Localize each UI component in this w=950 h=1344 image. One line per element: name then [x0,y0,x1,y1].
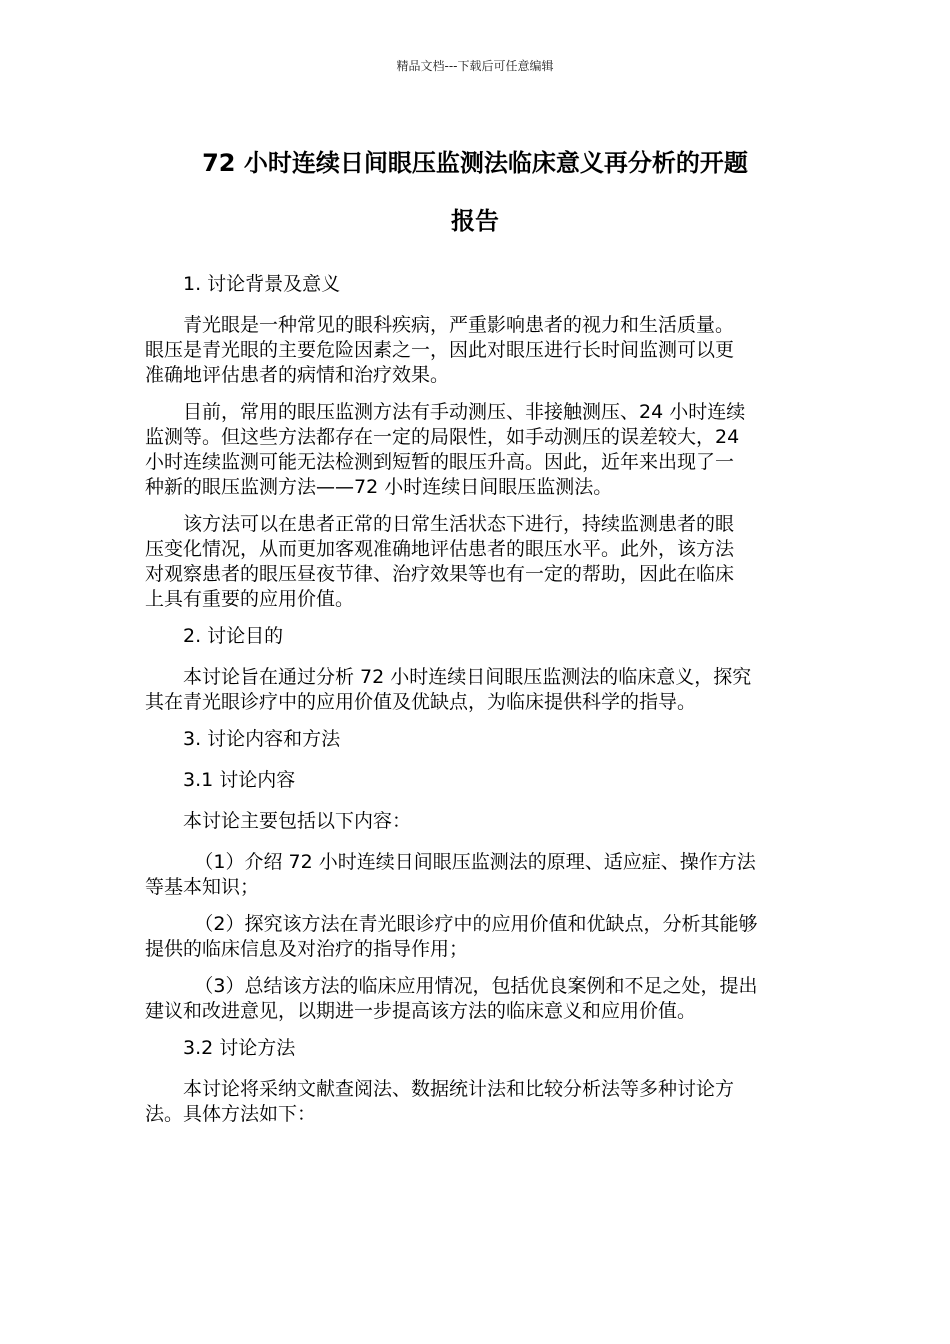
title-line-2: 报告 [451,207,499,235]
body-paragraph [145,665,810,715]
text-line: 其在青光眼诊疗中的应用价值及优缺点，为临床提供科学的指导。 [145,691,697,713]
section-heading: 1. 讨论背景及意义 [183,273,341,295]
section-heading: 3.2 讨论方法 [183,1037,296,1059]
section-heading: 3.1 讨论内容 [183,769,296,791]
document-title [120,134,830,250]
list-item [145,912,810,962]
body-paragraph [145,512,810,612]
document-body [145,272,810,1139]
text-line: 建议和改进意见，以期进一步提高该方法的临床意义和应用价值。 [145,1000,697,1022]
list-item [145,850,810,900]
text-line: 小时连续监测可能无法检测到短暂的眼压升高。因此，近年来出现了一 [145,451,735,473]
section-heading: 3. 讨论内容和方法 [183,728,341,750]
title-line-1: 72 小时连续日间眼压监测法临床意义再分析的开题 [202,149,748,177]
text-line: （2）探究该方法在青光眼诊疗中的应用价值和优缺点，分析其能够 [194,913,758,935]
text-line: 本讨论旨在通过分析 72 小时连续日间眼压监测法的临床意义，探究 [183,666,752,688]
text-line: （1）介绍 72 小时连续日间眼压监测法的原理、适应症、操作方法 [194,851,756,873]
text-line: 法。具体方法如下： [145,1103,317,1125]
body-paragraph [145,1077,810,1127]
text-line: 上具有重要的应用价值。 [145,588,355,610]
text-line: 眼压是青光眼的主要危险因素之一，因此对眼压进行长时间监测可以更 [145,339,735,361]
text-line: 青光眼是一种常见的眼科疾病，严重影响患者的视力和生活质量。 [183,314,735,336]
text-line: 本讨论将采纳文献查阅法、数据统计法和比较分析法等多种讨论方 [183,1078,735,1100]
text-line: 对观察患者的眼压昼夜节律、治疗效果等也有一定的帮助，因此在临床 [145,563,735,585]
body-paragraph [145,400,810,500]
text-line: 压变化情况，从而更加客观准确地评估患者的眼压水平。此外，该方法 [145,538,735,560]
text-line: 准确地评估患者的病情和治疗效果。 [145,364,450,386]
text-line: （3）总结该方法的临床应用情况，包括优良案例和不足之处，提出 [194,975,758,997]
text-line: 监测等。但这些方法都存在一定的局限性，如手动测压的误差较大，24 [145,426,740,448]
section-heading: 2. 讨论目的 [183,625,284,647]
body-paragraph [145,313,810,388]
text-line: 该方法可以在患者正常的日常生活状态下进行，持续监测患者的眼 [183,513,735,535]
text-line: 目前，常用的眼压监测方法有手动测压、非接触测压、24 小时连续 [183,401,746,423]
header-note: 精品文档---下载后可任意编辑 [396,59,554,73]
text-line: 提供的临床信息及对治疗的指导作用； [145,938,469,960]
text-line: 等基本知识； [145,876,260,898]
section-heading: 本讨论主要包括以下内容： [183,810,412,832]
list-item [145,974,810,1024]
text-line: 种新的眼压监测方法——72 小时连续日间眼压监测法。 [145,476,613,498]
